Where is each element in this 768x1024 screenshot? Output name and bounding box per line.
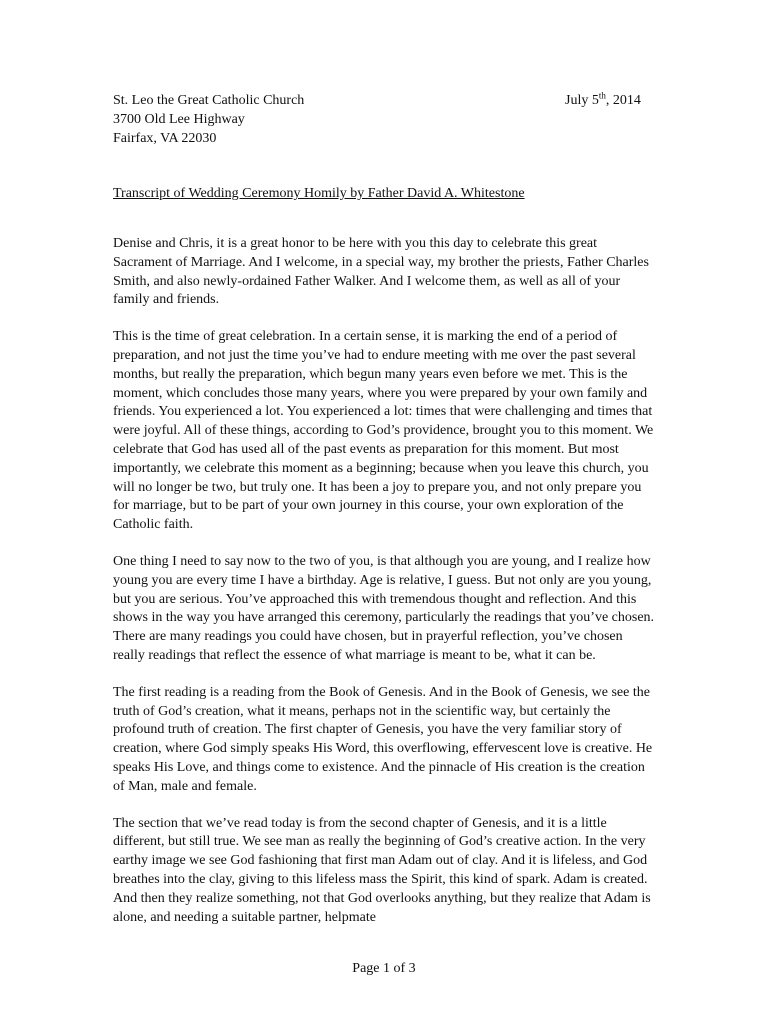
paragraph-welcome: Denise and Chris, it is a great honor to be here with you this day to celebrate this great Sacrament of Marriage. And I welcome, in a special way, my brother the priests, Father Charles Smith, and also newly-ordained Father Walker. And I welcome them, as well as all of your family and friends. xyxy=(113,236,649,308)
page-number: Page 1 of 3 xyxy=(352,961,416,976)
address-line-church: St. Leo the Great Catholic Church xyxy=(113,93,305,108)
homily-body xyxy=(113,235,658,945)
paragraph-second-chapter: The section that we’ve read today is from the second chapter of Genesis, and it is a little different, but still true. We see man as really the beginning of God’s creative action. In the very earthy image we see God fashioning that first man Adam out of clay. And it is lifeless, and God breathes into the clay, giving to this lifeless mass the Spirit, this kind of spark. Adam is created. And then they realize something, not that God overlooks anything, but they realize that Adam is alone, and needing a suitable partner, helpmate xyxy=(113,815,651,925)
address-line-city: Fairfax, VA 22030 xyxy=(113,130,217,146)
date-month-day: July 5 xyxy=(565,93,599,108)
paragraph-celebration: This is the time of great celebration. In a certain sense, it is marking the end of a period of preparation, and not just the time you’ve had to endure meeting with me over the past several months, but really the preparation, which begun many years even before we met. This is the moment, which concludes those many years, where you were prepared by your own family and friends. You experienced a lot. You experienced a lot: times that were challenging and times that were joyful. All of these things, according to God’s providence, brought you to this moment. We celebrate that God has used all of the past events as preparation for this moment. But most importantly, we celebrate this moment as a beginning; because when you leave this church, you will no longer be two, but truly one. It has been a joy to prepare you, and not only prepare you for marriage, but to be part of your own journey in this course, your own exploration of the Catholic faith. xyxy=(113,329,654,533)
address-line-street: 3700 Old Lee Highway xyxy=(113,111,245,127)
date-year: , 2014 xyxy=(605,93,641,108)
date-ordinal-suffix: th xyxy=(598,90,606,101)
paragraph-first-reading: The first reading is a reading from the Book of Genesis. And in the Book of Genesis, we see the truth of God’s creation, what it means, perhaps not in the scientific way, but certainly the profound truth of creation. The first chapter of Genesis, you have the very familiar story of creation, where God simply speaks His Word, this overflowing, effervescent love is creative. He speaks His Love, and things come to existence. And the pinnacle of His creation is the creation of Man, male and female. xyxy=(113,684,653,794)
letter-date xyxy=(565,92,641,111)
document-title: Transcript of Wedding Ceremony Homily by Father David A. Whitestone xyxy=(113,186,525,201)
paragraph-young-serious: One thing I need to say now to the two of you, is that although you are young, and I realize how young you are every time I have a birthday. Age is relative, I guess. But not only are you young, but you are serious. You’ve approached this with tremendous thought and reflection. And this shows in the way you have arranged this ceremony, particularly the readings that you’ve chosen. There are many readings you could have chosen, but in prayerful reflection, you’ve chosen really readings that reflect the essence of what marriage is meant to be, what it can be. xyxy=(113,553,655,663)
